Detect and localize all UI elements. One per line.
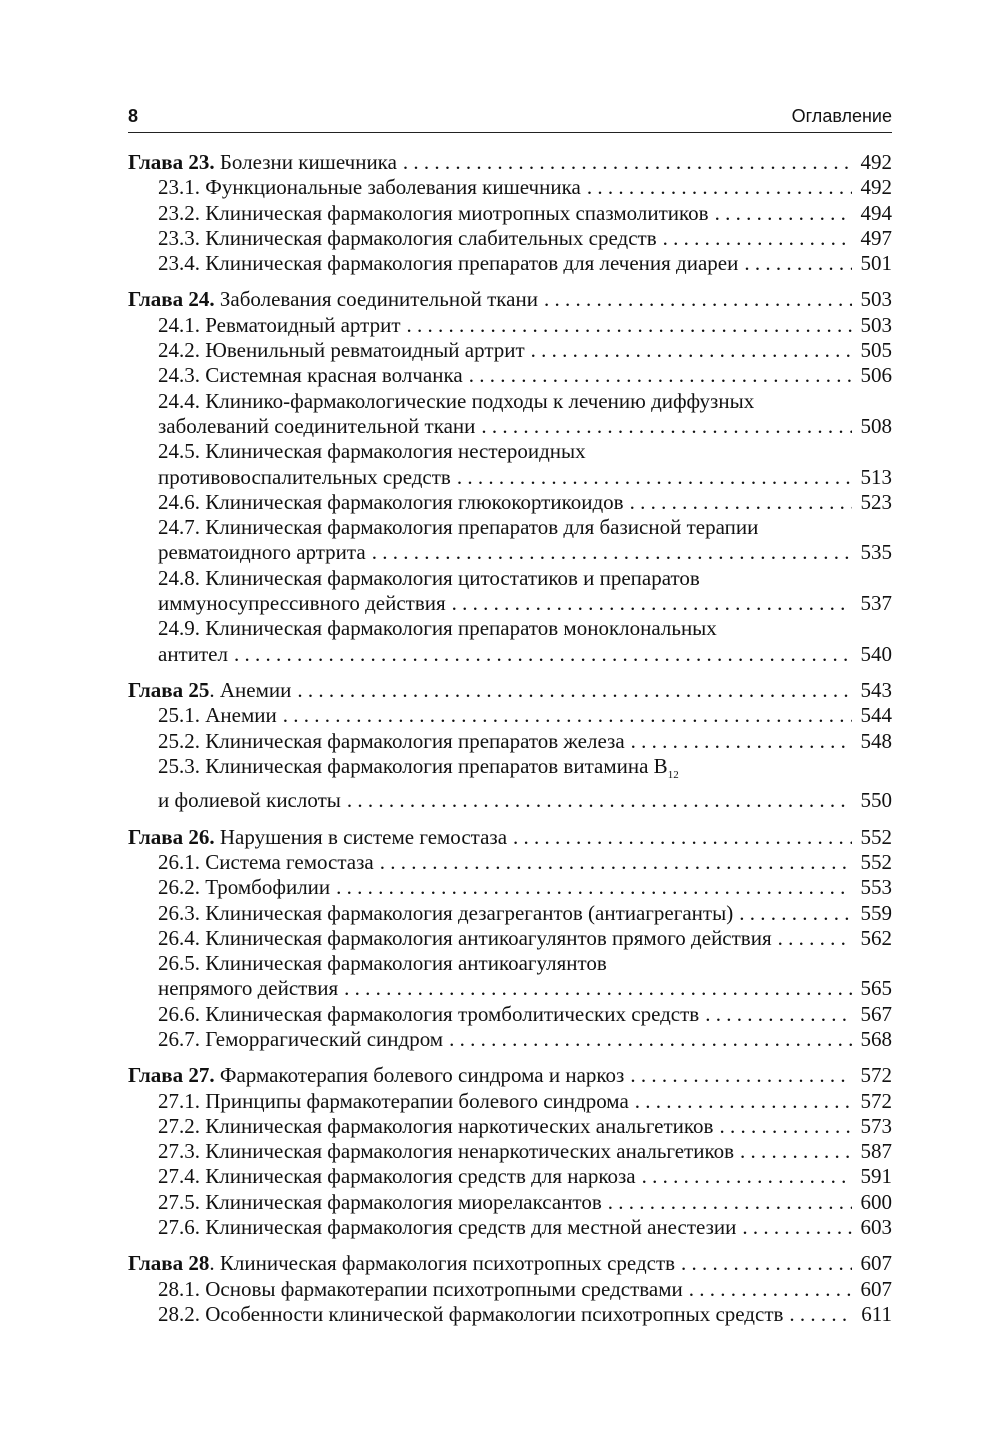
dot-leader (513, 825, 852, 850)
section-name: Клиническая фармакология миорелаксантов (205, 1189, 602, 1214)
dot-leader (481, 414, 852, 439)
dot-leader (449, 1027, 852, 1052)
section-entry (128, 251, 892, 276)
section-title (158, 175, 581, 200)
section-entry (128, 875, 892, 900)
toc-chapter (128, 287, 892, 666)
section-name: Клиническая фармакология дезагрегантов (антиагреганты) (205, 900, 734, 925)
chapter-name: Заболевания соединительной ткани (214, 287, 538, 312)
section-number: 24.7. (158, 515, 200, 540)
section-entry-continuation (128, 976, 892, 1001)
section-name: Клиническая фармакология тромболитических средств (205, 1001, 700, 1026)
dot-leader (719, 1114, 852, 1139)
section-page: 591 (860, 1164, 892, 1189)
dot-leader (587, 175, 852, 200)
section-name: Клиническая фармакология антикоагулянтов (205, 951, 607, 976)
section-entry (128, 175, 892, 200)
dot-leader (372, 540, 852, 565)
section-title (158, 1027, 443, 1052)
chapter-page: 552 (860, 824, 892, 849)
dot-leader (380, 850, 852, 875)
chapter-name: Болезни кишечника (214, 150, 397, 174)
section-number: 23.3. (158, 225, 200, 250)
section-page: 587 (860, 1139, 892, 1164)
section-number: 24.1. (158, 312, 200, 337)
section-name: Клиническая фармакология препаратов для лечения диареи (205, 251, 739, 276)
section-title (158, 1277, 683, 1302)
chapter-label: Глава 26. (128, 824, 215, 849)
section-number: 26.1. (158, 849, 200, 874)
dot-leader (789, 1302, 852, 1327)
section-entry-continuation (128, 788, 892, 813)
section-name: Клиническая фармакология цитостатиков и препаратов (205, 565, 700, 590)
section-continuation: иммуносупрессивного действия (158, 591, 446, 616)
section-entry (128, 201, 892, 226)
section-title (158, 926, 772, 951)
section-entry (128, 1190, 892, 1215)
dot-leader (739, 901, 852, 926)
section-title (158, 363, 463, 388)
section-name: Основы фармакотерапии психотропными средствами (205, 1276, 683, 1301)
section-entry (128, 226, 892, 251)
chapter-heading (128, 287, 892, 312)
section-name: Клиническая фармакология средств для наркоза (205, 1164, 636, 1189)
section-title (158, 338, 525, 363)
section-name: Система гемостаза (205, 849, 374, 874)
section-page: 607 (860, 1276, 892, 1301)
dot-leader (744, 251, 852, 276)
chapter-label: Глава 28 (128, 1251, 210, 1276)
section-number: 26.6. (158, 1001, 200, 1026)
section-number: 27.3. (158, 1139, 200, 1164)
section-title (158, 251, 738, 276)
dot-leader (544, 287, 852, 312)
section-number: 23.2. (158, 200, 200, 225)
section-number: 24.5. (158, 439, 200, 464)
section-entry (128, 1089, 892, 1114)
section-page: 497 (860, 225, 892, 250)
section-entry (128, 1164, 892, 1189)
dot-leader (608, 1190, 852, 1215)
section-page: 540 (860, 641, 892, 666)
section-page: 568 (860, 1026, 892, 1051)
section-number: 25.1. (158, 703, 200, 728)
section-name: Клиническая фармакология глюкокортикоидов (205, 489, 624, 514)
section-page: 565 (860, 976, 892, 1001)
dot-leader (778, 926, 852, 951)
section-number: 26.5. (158, 951, 200, 976)
section-name: Клиническая фармакология препаратов витамина B (205, 753, 668, 778)
section-name: Анемии (205, 703, 277, 728)
chapter-page: 572 (860, 1063, 892, 1088)
toc-chapter (128, 825, 892, 1053)
chapter-title (128, 1063, 624, 1088)
section-entry (128, 850, 892, 875)
section-continuation: заболеваний соединительной ткани (158, 413, 476, 438)
section-name: Принципы фармакотерапии болевого синдрома (205, 1088, 629, 1113)
section-entry (128, 616, 892, 641)
subscript: 12 (667, 769, 679, 782)
section-continuation: ревматоидного артрита (158, 540, 366, 565)
dot-leader (234, 642, 852, 667)
chapter-label: Глава 27. (128, 1063, 215, 1088)
section-page: 492 (860, 175, 892, 200)
dot-leader (452, 591, 852, 616)
section-entry (128, 703, 892, 728)
section-entry (128, 566, 892, 591)
running-header (128, 104, 892, 133)
section-name: Ревматоидный артрит (205, 312, 401, 337)
section-name: Системная красная волчанка (205, 363, 463, 388)
section-title (158, 729, 625, 754)
section-number: 24.8. (158, 565, 200, 590)
section-entry-continuation (128, 414, 892, 439)
section-page: 553 (860, 875, 892, 900)
section-title (158, 201, 709, 226)
section-title (158, 1302, 783, 1327)
dot-leader (715, 201, 852, 226)
section-entry (128, 1027, 892, 1052)
section-number: 27.4. (158, 1164, 200, 1189)
section-name: Клиническая фармакология средств для местной анестезии (205, 1215, 737, 1240)
section-page: 494 (860, 200, 892, 225)
section-entry (128, 490, 892, 515)
section-title (158, 389, 754, 414)
section-name: Особенности клинической фармакологии психотропных средств (205, 1301, 784, 1326)
dot-leader (403, 150, 852, 175)
chapter-page: 503 (860, 287, 892, 312)
section-entry-continuation (128, 465, 892, 490)
section-title (158, 1164, 636, 1189)
dot-leader (635, 1089, 852, 1114)
chapter-page: 607 (860, 1251, 892, 1276)
section-continuation: антител (158, 641, 228, 666)
section-page: 611 (861, 1301, 892, 1326)
section-page: 572 (860, 1088, 892, 1113)
section-entry (128, 1002, 892, 1027)
dot-leader (630, 490, 852, 515)
section-entry-continuation (128, 642, 892, 667)
section-title (158, 901, 733, 926)
section-entry (128, 754, 892, 788)
section-title (158, 754, 679, 788)
chapter-page: 492 (860, 150, 892, 174)
section-page: 523 (860, 489, 892, 514)
toc-chapter (128, 678, 892, 814)
chapter-heading (128, 1251, 892, 1276)
section-entry (128, 1215, 892, 1240)
section-title (158, 1002, 699, 1027)
section-title (158, 616, 717, 641)
dot-leader (344, 976, 852, 1001)
section-number: 26.2. (158, 875, 200, 900)
section-page: 535 (860, 540, 892, 565)
section-page: 544 (860, 703, 892, 728)
chapter-name: Фармакотерапия болевого синдрома и наркоз (214, 1063, 625, 1088)
section-continuation: непрямого действия (158, 976, 339, 1001)
section-title (158, 226, 657, 251)
section-page: 501 (860, 251, 892, 276)
chapter-page: 543 (860, 677, 892, 702)
section-name: Тромбофилии (205, 875, 331, 900)
table-of-contents (128, 150, 892, 1338)
section-entry (128, 1114, 892, 1139)
section-name: Клиническая фармакология слабительных средств (205, 225, 657, 250)
dot-leader (457, 465, 852, 490)
chapter-title (128, 150, 397, 175)
running-title: Оглавление (791, 106, 892, 126)
dot-leader (642, 1164, 852, 1189)
section-name: Клинико-фармакологические подходы к лечению диффузных (205, 388, 755, 413)
section-number: 24.2. (158, 338, 200, 363)
page-number: 8 (128, 106, 139, 126)
section-number: 24.4. (158, 388, 200, 413)
dot-leader (681, 1251, 852, 1276)
section-page: 573 (860, 1113, 892, 1138)
section-title (158, 875, 330, 900)
section-entry (128, 313, 892, 338)
section-title (158, 1215, 736, 1240)
section-number: 27.5. (158, 1189, 200, 1214)
section-continuation: и фолиевой кислоты (158, 788, 341, 813)
dot-leader (742, 1215, 852, 1240)
dot-leader (630, 1063, 852, 1088)
section-number: 26.4. (158, 925, 200, 950)
section-name: Клиническая фармакология ненаркотических анальгетиков (205, 1139, 735, 1164)
dot-leader (631, 729, 852, 754)
chapter-name: . Клиническая фармакология психотропных средств (209, 1251, 676, 1276)
section-title (158, 1190, 602, 1215)
dot-leader (531, 338, 852, 363)
chapter-heading (128, 1063, 892, 1088)
section-page: 505 (860, 338, 892, 363)
section-title (158, 490, 624, 515)
section-entry (128, 729, 892, 754)
section-number: 24.6. (158, 489, 200, 514)
section-number: 23.4. (158, 251, 200, 276)
section-page: 503 (860, 312, 892, 337)
section-number: 28.2. (158, 1301, 200, 1326)
chapter-heading (128, 678, 892, 703)
section-name: Клиническая фармакология антикоагулянтов прямого действия (205, 925, 772, 950)
section-page: 513 (860, 464, 892, 489)
section-name: Геморрагический синдром (205, 1026, 444, 1051)
section-entry (128, 338, 892, 363)
section-entry (128, 951, 892, 976)
chapter-label: Глава 24. (128, 287, 215, 312)
section-number: 26.3. (158, 900, 200, 925)
chapter-title (128, 287, 538, 312)
section-name: Клиническая фармакология нестероидных (205, 439, 586, 464)
section-title (158, 850, 374, 875)
chapter-title (128, 1251, 675, 1276)
section-page: 562 (860, 925, 892, 950)
section-entry (128, 1302, 892, 1327)
section-number: 27.1. (158, 1088, 200, 1113)
section-number: 26.7. (158, 1026, 200, 1051)
section-number: 28.1. (158, 1276, 200, 1301)
section-page: 548 (860, 728, 892, 753)
section-entry (128, 363, 892, 388)
dot-leader (283, 703, 852, 728)
section-title (158, 1139, 734, 1164)
section-entry (128, 926, 892, 951)
section-page: 600 (860, 1189, 892, 1214)
section-title (158, 1089, 629, 1114)
section-title (158, 313, 401, 338)
dot-leader (347, 788, 852, 813)
section-number: 25.3. (158, 753, 200, 778)
section-name: Клиническая фармакология миотропных спазмолитиков (205, 200, 709, 225)
chapter-heading (128, 825, 892, 850)
dot-leader (469, 363, 852, 388)
section-title (158, 1114, 713, 1139)
section-name: Клиническая фармакология наркотических анальгетиков (205, 1113, 714, 1138)
section-entry (128, 389, 892, 414)
dot-leader (407, 313, 852, 338)
chapter-title (128, 825, 507, 850)
section-entry (128, 1277, 892, 1302)
section-entry (128, 1139, 892, 1164)
section-entry-continuation (128, 540, 892, 565)
section-name: Ювенильный ревматоидный артрит (205, 338, 525, 363)
section-entry (128, 901, 892, 926)
section-title (158, 703, 277, 728)
section-continuation: противовоспалительных средств (158, 464, 451, 489)
section-entry (128, 515, 892, 540)
section-page: 550 (860, 788, 892, 813)
section-entry-continuation (128, 591, 892, 616)
dot-leader (740, 1139, 852, 1164)
section-number: 27.2. (158, 1113, 200, 1138)
chapter-label: Глава 23. (128, 150, 215, 174)
section-title (158, 515, 758, 540)
section-title (158, 566, 700, 591)
toc-chapter (128, 1063, 892, 1240)
section-number: 24.3. (158, 363, 200, 388)
section-page: 559 (860, 900, 892, 925)
dot-leader (689, 1277, 852, 1302)
dot-leader (705, 1002, 852, 1027)
section-number: 27.6. (158, 1215, 200, 1240)
section-name: Клиническая фармакология препаратов железа (205, 728, 625, 753)
section-entry (128, 439, 892, 464)
section-title (158, 951, 607, 976)
section-number: 25.2. (158, 728, 200, 753)
section-page: 552 (860, 849, 892, 874)
section-name: Клиническая фармакология препаратов для базисной терапии (205, 515, 759, 540)
toc-chapter (128, 1251, 892, 1327)
section-page: 506 (860, 363, 892, 388)
chapter-name: Нарушения в системе гемостаза (214, 824, 508, 849)
section-page: 567 (860, 1001, 892, 1026)
section-number: 24.9. (158, 616, 200, 641)
chapter-label: Глава 25 (128, 677, 210, 702)
section-name: Функциональные заболевания кишечника (205, 175, 581, 200)
chapter-heading (128, 150, 892, 175)
section-page: 537 (860, 591, 892, 616)
chapter-name: . Анемии (209, 677, 292, 702)
toc-chapter (128, 150, 892, 276)
dot-leader (336, 875, 852, 900)
dot-leader (663, 226, 852, 251)
section-number: 23.1. (158, 175, 200, 200)
chapter-title (128, 678, 291, 703)
section-title (158, 439, 586, 464)
dot-leader (297, 678, 852, 703)
section-page: 508 (860, 413, 892, 438)
section-name: Клиническая фармакология препаратов моноклональных (205, 616, 717, 641)
section-page: 603 (860, 1215, 892, 1240)
